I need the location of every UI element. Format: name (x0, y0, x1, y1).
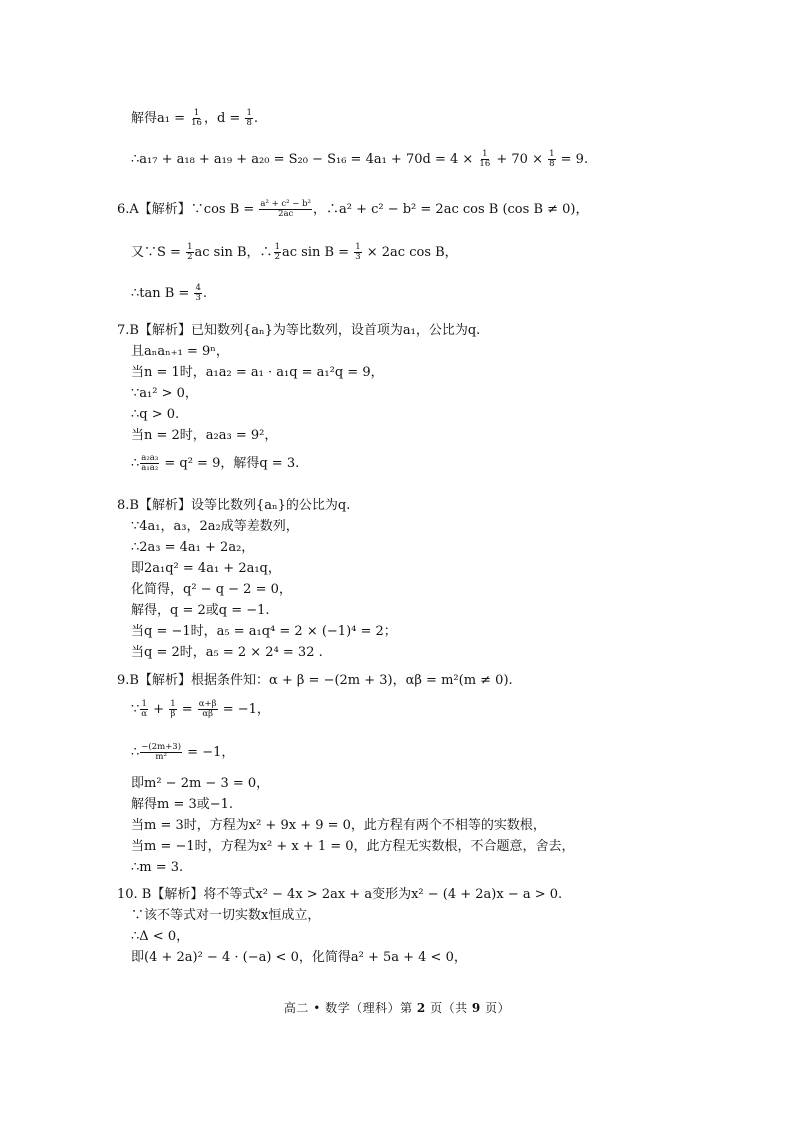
fraction: $\frac{1}{8}$ (549, 149, 555, 169)
problem-9-header: 9.B【解析】根据条件知：α + β = −(2m + 3)，αβ = m²(m ≠ 0). (117, 673, 513, 688)
solution-line: ∵ $\frac{1}{\alpha}$ + $\frac{1}{\beta}$ = $\frac{\alpha+\beta}{\alpha\beta}$ = −1， (131, 699, 270, 719)
solution-line: 当q = 2时，a₅ = 2 × 2⁴ = 32 . (131, 645, 323, 660)
fraction: $\frac{1}{\beta}$ (170, 699, 176, 719)
solution-line: ∴a₁₇ + a₁₈ + a₁₉ + a₂₀ = S₂₀ − S₁₆ = 4a₁ + 70d = 4 × $\frac{1}{16}$ + 70 × $\frac{1}{8}$ = 9. (131, 149, 589, 169)
solution-line: 当n = 2时，a₂a₃ = 9²， (131, 428, 278, 443)
problem-10-header: 10. B【解析】将不等式x² − 4x > 2ax + a变形为x² − (4 + 2a)x − a > 0. (117, 887, 563, 902)
solution-line: ∵4a₁，a₃，2a₂成等差数列， (131, 519, 299, 534)
solution-line: 解得m = 3或−1. (131, 797, 234, 812)
fraction: $\frac{-(2m+3)}{\text{m²}}$ (141, 742, 182, 762)
solution-line: 即2a₁q² = 4a₁ + 2a₁q， (131, 561, 281, 576)
fraction: $\frac{1}{8}$ (246, 108, 252, 128)
total-pages: 9 (471, 1001, 481, 1015)
page-footer: 高二 • 数学（理科）第 2 页（共 9 页） (283, 1001, 511, 1015)
page-number: 2 (416, 1001, 426, 1015)
fraction: $\frac{1}{3}$ (355, 242, 361, 262)
solution-line: ∴m = 3. (131, 860, 184, 875)
fraction: $\frac{\text{a² + c² − b²}}{2ac}$ (260, 199, 311, 219)
solution-line: 且aₙaₙ₊₁ = 9ⁿ， (131, 344, 229, 359)
solution-line: 解得a₁ = $\frac{1}{16}$ ，d = $\frac{1}{8}$ . (131, 108, 258, 128)
solution-line: ∴tan B = $\frac{4}{3}$ . (131, 283, 208, 303)
solution-line: 即m² − 2m − 3 = 0， (131, 776, 270, 791)
solution-line: 当m = 3时，方程为x² + 9x + 9 = 0，此方程有两个不相等的实数根， (131, 818, 546, 833)
solution-line: ∴ $\frac{\text{a₂a₃}}{\text{a₁a₂}}$ = q² = 9，解得q = 3. (131, 453, 300, 473)
fraction: $\frac{1}{2}$ (187, 242, 193, 262)
solution-line: 解得，q = 2或q = −1. (131, 603, 270, 618)
fraction: $\frac{4}{3}$ (195, 283, 201, 303)
fraction: $\frac{1}{\alpha}$ (141, 699, 148, 719)
fraction: $\frac{\alpha+\beta}{\alpha\beta}$ (198, 699, 217, 719)
solution-line: ∴ $\frac{-(2m+3)}{\text{m²}}$ = −1， (131, 742, 235, 762)
solution-line: 化简得，q² − q − 2 = 0， (131, 582, 292, 597)
solution-line: 当m = −1时，方程为x² + x + 1 = 0，此方程无实数根，不合题意，舍去， (131, 839, 575, 854)
solution-line: 6.A【解析】∵cos B = $\frac{\text{a² + c² − b²}}{2ac}$ ，∴a² + c² − b² = 2ac cos B (cos B ≠ 0)， (117, 199, 589, 219)
solution-line: ∵a₁² > 0， (131, 386, 198, 401)
problem-8-header: 8.B【解析】设等比数列{aₙ}的公比为q. (117, 498, 351, 513)
solution-line: ∴q > 0. (131, 407, 180, 422)
solution-line: 又∵S = $\frac{1}{2}$ ac sin B，∴ $\frac{1}{2}$ ac sin B = $\frac{1}{3}$ × 2ac cos B， (131, 242, 458, 262)
solution-line: ∵该不等式对一切实数x恒成立， (131, 908, 321, 923)
fraction: $\frac{\text{a₂a₃}}{\text{a₁a₂}}$ (141, 453, 159, 473)
fraction: $\frac{1}{16}$ (191, 108, 202, 128)
solution-line: ∴Δ < 0， (131, 929, 190, 944)
fraction: $\frac{1}{2}$ (274, 242, 280, 262)
solution-line: 当n = 1时，a₁a₂ = a₁ · a₁q = a₁²q = 9， (131, 365, 384, 380)
solution-line: ∴2a₃ = 4a₁ + 2a₂， (131, 540, 255, 555)
fraction: $\frac{1}{16}$ (479, 149, 491, 169)
solution-line: 即(4 + 2a)² − 4 · (−a) < 0，化简得a² + 5a + 4 < 0， (131, 950, 467, 965)
problem-7-header: 7.B【解析】已知数列{aₙ}为等比数列，设首项为a₁，公比为q. (117, 323, 481, 338)
solution-line: 当q = −1时，a₅ = a₁q⁴ = 2 × (−1)⁴ = 2； (131, 624, 397, 639)
